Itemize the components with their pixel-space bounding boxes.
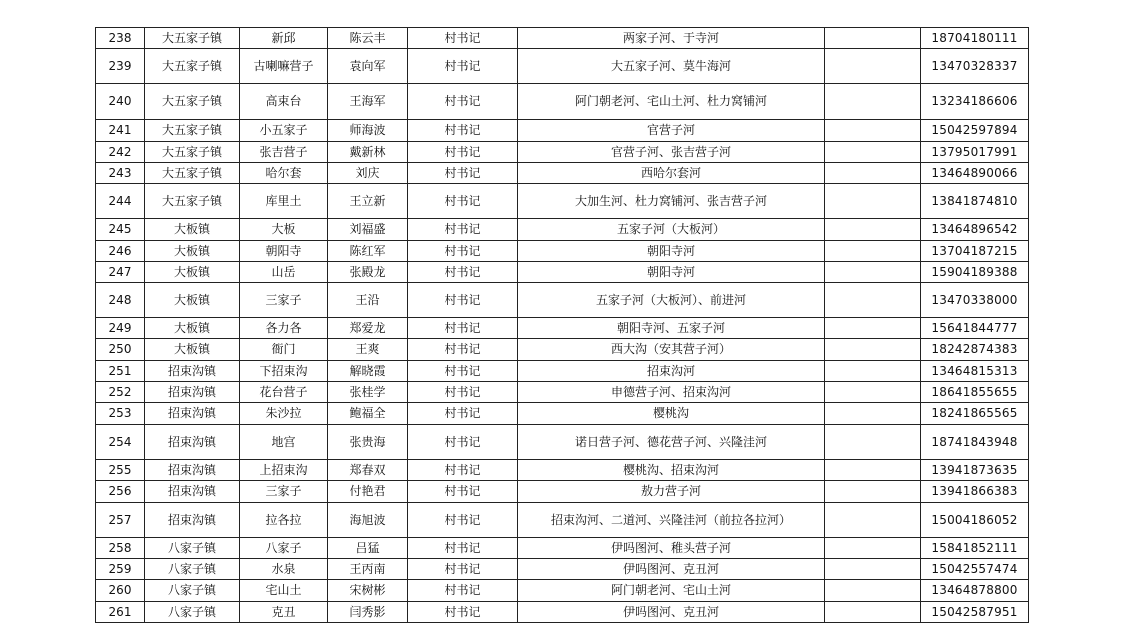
village-cell: 朱沙拉 xyxy=(240,403,328,425)
note-cell xyxy=(825,318,921,339)
phone-cell: 15641844777 xyxy=(921,318,1029,339)
role-cell: 村书记 xyxy=(408,580,518,602)
person-name-cell: 解晓霞 xyxy=(328,361,408,382)
role-cell: 村书记 xyxy=(408,403,518,425)
rivers-cell: 招束沟河、二道河、兴隆洼河（前拉各拉河） xyxy=(518,503,825,538)
rivers-cell: 阿门朝老河、宅山土河 xyxy=(518,580,825,602)
rivers-cell: 西大沟（安其营子河） xyxy=(518,339,825,361)
rivers-cell: 两家子河、于寺河 xyxy=(518,28,825,49)
town-cell: 大五家子镇 xyxy=(145,163,240,184)
rivers-cell: 伊吗图河、克丑河 xyxy=(518,602,825,623)
role-cell: 村书记 xyxy=(408,382,518,403)
phone-cell: 18241865565 xyxy=(921,403,1029,425)
row-number: 252 xyxy=(96,382,145,403)
town-cell: 招束沟镇 xyxy=(145,481,240,503)
note-cell xyxy=(825,425,921,460)
note-cell xyxy=(825,503,921,538)
village-cell: 各力各 xyxy=(240,318,328,339)
row-number: 243 xyxy=(96,163,145,184)
role-cell: 村书记 xyxy=(408,361,518,382)
rivers-cell: 樱桃沟 xyxy=(518,403,825,425)
town-cell: 大板镇 xyxy=(145,339,240,361)
rivers-cell: 诺日营子河、德花营子河、兴隆洼河 xyxy=(518,425,825,460)
phone-cell: 13464878800 xyxy=(921,580,1029,602)
role-cell: 村书记 xyxy=(408,241,518,262)
row-number: 244 xyxy=(96,184,145,219)
village-cell: 新邱 xyxy=(240,28,328,49)
row-number: 247 xyxy=(96,262,145,283)
village-cell: 八家子 xyxy=(240,538,328,559)
phone-cell: 13464896542 xyxy=(921,219,1029,241)
phone-cell: 15841852111 xyxy=(921,538,1029,559)
rivers-cell: 五家子河（大板河） xyxy=(518,219,825,241)
rivers-cell: 官营子河、张吉营子河 xyxy=(518,142,825,163)
row-number: 256 xyxy=(96,481,145,503)
person-name-cell: 王沿 xyxy=(328,283,408,318)
note-cell xyxy=(825,163,921,184)
note-cell xyxy=(825,84,921,120)
town-cell: 大五家子镇 xyxy=(145,142,240,163)
phone-cell: 13941873635 xyxy=(921,460,1029,481)
row-number: 253 xyxy=(96,403,145,425)
phone-cell: 18704180111 xyxy=(921,28,1029,49)
village-cell: 小五家子 xyxy=(240,120,328,142)
rivers-cell: 西哈尔套河 xyxy=(518,163,825,184)
row-number: 238 xyxy=(96,28,145,49)
note-cell xyxy=(825,403,921,425)
town-cell: 大五家子镇 xyxy=(145,49,240,84)
person-name-cell: 王丙南 xyxy=(328,559,408,580)
role-cell: 村书记 xyxy=(408,219,518,241)
person-name-cell: 师海波 xyxy=(328,120,408,142)
town-cell: 大五家子镇 xyxy=(145,28,240,49)
town-cell: 招束沟镇 xyxy=(145,425,240,460)
person-name-cell: 张殿龙 xyxy=(328,262,408,283)
phone-cell: 13470338000 xyxy=(921,283,1029,318)
note-cell xyxy=(825,283,921,318)
person-name-cell: 吕猛 xyxy=(328,538,408,559)
role-cell: 村书记 xyxy=(408,602,518,623)
village-cell: 地宫 xyxy=(240,425,328,460)
town-cell: 大板镇 xyxy=(145,241,240,262)
row-number: 250 xyxy=(96,339,145,361)
note-cell xyxy=(825,262,921,283)
role-cell: 村书记 xyxy=(408,481,518,503)
table-row xyxy=(96,460,1029,481)
note-cell xyxy=(825,339,921,361)
role-cell: 村书记 xyxy=(408,283,518,318)
table-row xyxy=(96,538,1029,559)
rivers-cell: 朝阳寺河 xyxy=(518,241,825,262)
village-cell: 库里土 xyxy=(240,184,328,219)
rivers-cell: 阿门朝老河、宅山土河、杜力窝铺河 xyxy=(518,84,825,120)
village-cell: 上招束沟 xyxy=(240,460,328,481)
person-name-cell: 付艳君 xyxy=(328,481,408,503)
row-number: 249 xyxy=(96,318,145,339)
table-row xyxy=(96,184,1029,219)
role-cell: 村书记 xyxy=(408,163,518,184)
note-cell xyxy=(825,241,921,262)
row-number: 259 xyxy=(96,559,145,580)
role-cell: 村书记 xyxy=(408,339,518,361)
village-cell: 拉各拉 xyxy=(240,503,328,538)
note-cell xyxy=(825,120,921,142)
note-cell xyxy=(825,142,921,163)
person-name-cell: 王海军 xyxy=(328,84,408,120)
note-cell xyxy=(825,219,921,241)
table-row xyxy=(96,382,1029,403)
row-number: 242 xyxy=(96,142,145,163)
role-cell: 村书记 xyxy=(408,49,518,84)
phone-cell: 15042587951 xyxy=(921,602,1029,623)
village-cell: 古喇嘛营子 xyxy=(240,49,328,84)
phone-cell: 15042557474 xyxy=(921,559,1029,580)
table-row xyxy=(96,28,1029,49)
person-name-cell: 海旭波 xyxy=(328,503,408,538)
town-cell: 大五家子镇 xyxy=(145,120,240,142)
rivers-cell: 申德营子河、招束沟河 xyxy=(518,382,825,403)
person-name-cell: 宋树彬 xyxy=(328,580,408,602)
village-cell: 三家子 xyxy=(240,481,328,503)
town-cell: 招束沟镇 xyxy=(145,403,240,425)
rivers-cell: 伊吗图河、克丑河 xyxy=(518,559,825,580)
rivers-cell: 樱桃沟、招束沟河 xyxy=(518,460,825,481)
role-cell: 村书记 xyxy=(408,184,518,219)
role-cell: 村书记 xyxy=(408,28,518,49)
note-cell xyxy=(825,382,921,403)
village-cell: 山岳 xyxy=(240,262,328,283)
rivers-cell: 招束沟河 xyxy=(518,361,825,382)
note-cell xyxy=(825,361,921,382)
table-row xyxy=(96,559,1029,580)
role-cell: 村书记 xyxy=(408,318,518,339)
village-cell: 朝阳寺 xyxy=(240,241,328,262)
row-number: 241 xyxy=(96,120,145,142)
table-row xyxy=(96,283,1029,318)
rivers-cell: 朝阳寺河、五家子河 xyxy=(518,318,825,339)
table-row xyxy=(96,142,1029,163)
village-cell: 三家子 xyxy=(240,283,328,318)
village-cell: 大板 xyxy=(240,219,328,241)
table-row xyxy=(96,503,1029,538)
town-cell: 招束沟镇 xyxy=(145,361,240,382)
note-cell xyxy=(825,49,921,84)
village-cell: 衙门 xyxy=(240,339,328,361)
phone-cell: 15904189388 xyxy=(921,262,1029,283)
rivers-cell: 大加生河、杜力窝铺河、张吉营子河 xyxy=(518,184,825,219)
row-number: 254 xyxy=(96,425,145,460)
rivers-cell: 五家子河（大板河）、前进河 xyxy=(518,283,825,318)
row-number: 251 xyxy=(96,361,145,382)
table-row xyxy=(96,580,1029,602)
phone-cell: 18741843948 xyxy=(921,425,1029,460)
note-cell xyxy=(825,481,921,503)
phone-cell: 15042597894 xyxy=(921,120,1029,142)
town-cell: 八家子镇 xyxy=(145,559,240,580)
phone-cell: 13704187215 xyxy=(921,241,1029,262)
rivers-cell: 官营子河 xyxy=(518,120,825,142)
row-number: 258 xyxy=(96,538,145,559)
note-cell xyxy=(825,538,921,559)
note-cell xyxy=(825,28,921,49)
row-number: 257 xyxy=(96,503,145,538)
phone-cell: 13795017991 xyxy=(921,142,1029,163)
town-cell: 招束沟镇 xyxy=(145,460,240,481)
town-cell: 大五家子镇 xyxy=(145,84,240,120)
role-cell: 村书记 xyxy=(408,425,518,460)
rivers-cell: 朝阳寺河 xyxy=(518,262,825,283)
roster-table xyxy=(95,27,1029,623)
person-name-cell: 陈云丰 xyxy=(328,28,408,49)
town-cell: 八家子镇 xyxy=(145,602,240,623)
row-number: 240 xyxy=(96,84,145,120)
town-cell: 招束沟镇 xyxy=(145,382,240,403)
village-cell: 克丑 xyxy=(240,602,328,623)
row-number: 248 xyxy=(96,283,145,318)
person-name-cell: 刘福盛 xyxy=(328,219,408,241)
town-cell: 大板镇 xyxy=(145,318,240,339)
town-cell: 八家子镇 xyxy=(145,580,240,602)
role-cell: 村书记 xyxy=(408,262,518,283)
village-cell: 张吉营子 xyxy=(240,142,328,163)
role-cell: 村书记 xyxy=(408,559,518,580)
table-row xyxy=(96,361,1029,382)
person-name-cell: 王爽 xyxy=(328,339,408,361)
phone-cell: 15004186052 xyxy=(921,503,1029,538)
village-cell: 哈尔套 xyxy=(240,163,328,184)
person-name-cell: 张贵海 xyxy=(328,425,408,460)
role-cell: 村书记 xyxy=(408,460,518,481)
table-row xyxy=(96,339,1029,361)
table-row xyxy=(96,318,1029,339)
table-row xyxy=(96,425,1029,460)
village-cell: 宅山土 xyxy=(240,580,328,602)
town-cell: 大板镇 xyxy=(145,262,240,283)
phone-cell: 13841874810 xyxy=(921,184,1029,219)
table-row xyxy=(96,219,1029,241)
role-cell: 村书记 xyxy=(408,503,518,538)
table-row xyxy=(96,241,1029,262)
note-cell xyxy=(825,184,921,219)
table-row xyxy=(96,120,1029,142)
town-cell: 八家子镇 xyxy=(145,538,240,559)
row-number: 261 xyxy=(96,602,145,623)
phone-cell: 13464890066 xyxy=(921,163,1029,184)
person-name-cell: 陈红军 xyxy=(328,241,408,262)
table-row xyxy=(96,163,1029,184)
row-number: 245 xyxy=(96,219,145,241)
rivers-cell: 伊吗图河、稚头营子河 xyxy=(518,538,825,559)
row-number: 246 xyxy=(96,241,145,262)
role-cell: 村书记 xyxy=(408,84,518,120)
village-cell: 高束台 xyxy=(240,84,328,120)
town-cell: 大五家子镇 xyxy=(145,184,240,219)
note-cell xyxy=(825,460,921,481)
role-cell: 村书记 xyxy=(408,120,518,142)
table-row xyxy=(96,49,1029,84)
table-row xyxy=(96,403,1029,425)
person-name-cell: 张桂学 xyxy=(328,382,408,403)
table-row xyxy=(96,84,1029,120)
phone-cell: 13464815313 xyxy=(921,361,1029,382)
table-row xyxy=(96,602,1029,623)
town-cell: 大板镇 xyxy=(145,219,240,241)
role-cell: 村书记 xyxy=(408,142,518,163)
person-name-cell: 郑爱龙 xyxy=(328,318,408,339)
table-row xyxy=(96,262,1029,283)
table-row xyxy=(96,481,1029,503)
person-name-cell: 刘庆 xyxy=(328,163,408,184)
row-number: 260 xyxy=(96,580,145,602)
role-cell: 村书记 xyxy=(408,538,518,559)
note-cell xyxy=(825,580,921,602)
town-cell: 大板镇 xyxy=(145,283,240,318)
village-cell: 花台营子 xyxy=(240,382,328,403)
village-cell: 水泉 xyxy=(240,559,328,580)
person-name-cell: 鲍福全 xyxy=(328,403,408,425)
person-name-cell: 袁向军 xyxy=(328,49,408,84)
village-cell: 下招束沟 xyxy=(240,361,328,382)
town-cell: 招束沟镇 xyxy=(145,503,240,538)
row-number: 239 xyxy=(96,49,145,84)
rivers-cell: 敖力营子河 xyxy=(518,481,825,503)
person-name-cell: 戴新林 xyxy=(328,142,408,163)
note-cell xyxy=(825,602,921,623)
phone-cell: 18641855655 xyxy=(921,382,1029,403)
phone-cell: 13234186606 xyxy=(921,84,1029,120)
person-name-cell: 郑春双 xyxy=(328,460,408,481)
phone-cell: 13941866383 xyxy=(921,481,1029,503)
row-number: 255 xyxy=(96,460,145,481)
person-name-cell: 王立新 xyxy=(328,184,408,219)
phone-cell: 13470328337 xyxy=(921,49,1029,84)
person-name-cell: 闫秀影 xyxy=(328,602,408,623)
phone-cell: 18242874383 xyxy=(921,339,1029,361)
rivers-cell: 大五家子河、莫牛海河 xyxy=(518,49,825,84)
note-cell xyxy=(825,559,921,580)
table-body xyxy=(96,28,1029,623)
